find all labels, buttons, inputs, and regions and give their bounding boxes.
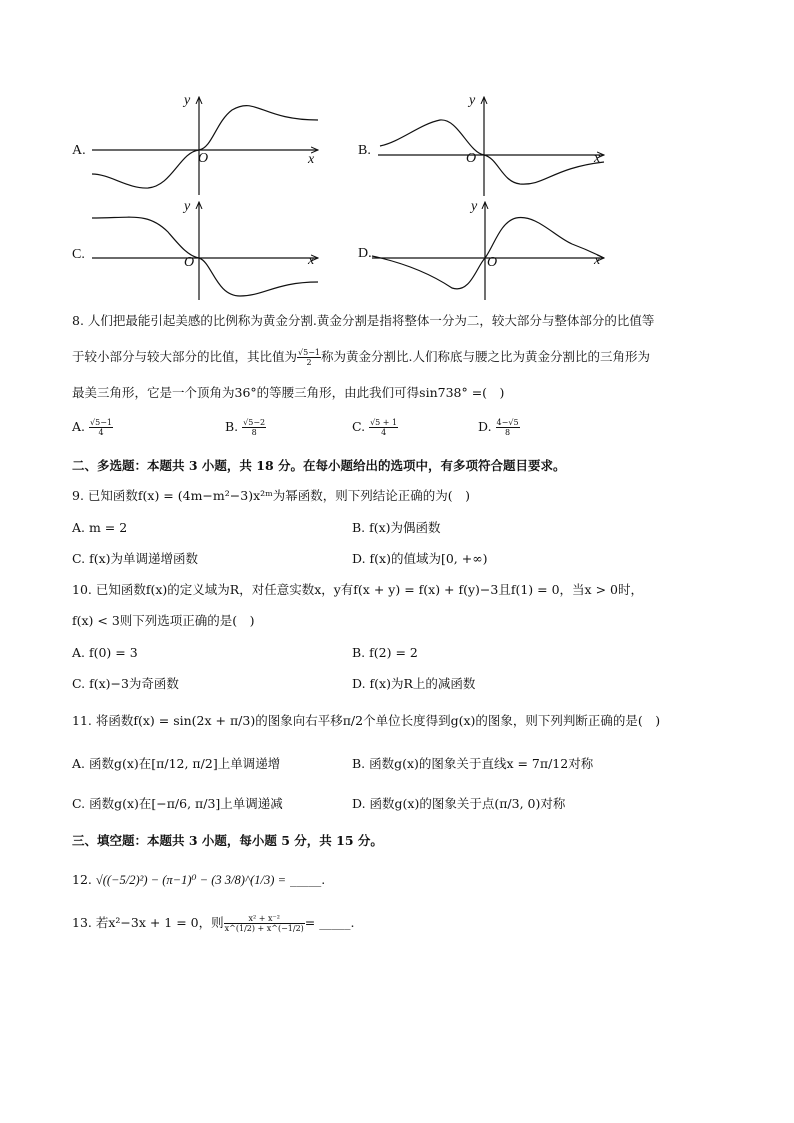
graph-c	[92, 202, 318, 300]
graph-a-origin: O	[198, 151, 209, 166]
q12-expression: √((−5/2)²) − (π−1)⁰ − (3 3/8)^(1/3) =	[95, 873, 286, 887]
q10-option-d[interactable]: D. f(x)为R上的减函数	[352, 676, 476, 691]
q8-option-b[interactable]	[225, 418, 266, 437]
q8-line2-start: 于较小部分与较大部分的比值，其比值为	[72, 349, 298, 364]
graph-c-label: C.	[72, 247, 85, 262]
graph-d-y-label: y	[471, 199, 478, 214]
q8-option-a[interactable]	[72, 418, 113, 437]
q10-line1: 10. 已知函数f(x)的定义域为R，对任意实数x，y有f(x + y) = f(x) + f(y)−3且f(1) = 0，当x > 0时，	[72, 582, 643, 597]
q10-option-b[interactable]: B. f(2) = 2	[352, 645, 418, 660]
frac-num: √5−1	[298, 348, 320, 357]
graph-d-label: D.	[358, 246, 372, 261]
graph-b-x-label: x	[594, 151, 601, 166]
graph-a	[92, 97, 318, 195]
q8-option-d[interactable]	[478, 418, 520, 437]
q9-stem: 9. 已知函数f(x) = (4m−m²−3)x²ᵐ为幂函数，则下列结论正确的为( )	[72, 488, 471, 503]
q9-option-a[interactable]: A. m = 2	[72, 520, 128, 535]
q9-option-b[interactable]: B. f(x)为偶函数	[352, 520, 441, 535]
graph-b	[378, 97, 604, 196]
q13-answer-blank[interactable]: = _____.	[304, 915, 355, 930]
q13	[72, 914, 354, 933]
q11-option-a[interactable]: A. 函数g(x)在[π/12, π/2]上单调递增	[72, 756, 281, 771]
q11-option-b[interactable]: B. 函数g(x)的图象关于直线x = 7π/12对称	[352, 756, 594, 771]
q8-line2	[72, 348, 650, 367]
graph-c-y-label: y	[184, 199, 191, 214]
graph-b-origin: O	[466, 151, 477, 166]
frac-den: 2	[306, 358, 312, 367]
q11-option-c[interactable]: C. 函数g(x)在[−π/6, π/3]上单调递减	[72, 796, 283, 811]
option-den: 4	[381, 428, 387, 437]
q8-line3: 最美三角形，它是一个顶角为36°的等腰三角形，由此我们可得sin738° =( )	[72, 385, 505, 400]
option-label: B.	[225, 419, 239, 434]
graph-b-label: B.	[358, 143, 371, 158]
q11-stem: 11. 将函数f(x) = sin(2x + π/3)的图象向右平移π/2个单位长度得到g(x)的图象，则下列判断正确的是( )	[72, 713, 661, 728]
graph-d-origin: O	[487, 255, 498, 270]
q8-line1: 8. 人们把最能引起美感的比例称为黄金分割.黄金分割是指将整体一分为二，较大部分与整体部分的比值等	[72, 313, 655, 328]
q9-option-c[interactable]: C. f(x)为单调递增函数	[72, 551, 198, 566]
graph-c-origin: O	[184, 255, 195, 270]
golden-ratio-fraction	[297, 348, 321, 367]
option-den: 4	[98, 428, 104, 437]
q10-option-a[interactable]: A. f(0) = 3	[72, 645, 138, 660]
graph-a-label: A.	[72, 143, 86, 158]
option-num: √5 + 1	[370, 418, 398, 427]
q12-answer-blank[interactable]: _____.	[289, 872, 326, 887]
option-label: D.	[478, 419, 492, 434]
q10-option-c[interactable]: C. f(x)−3为奇函数	[72, 676, 179, 691]
option-label: C.	[352, 419, 366, 434]
graph-b-y-label: y	[469, 93, 476, 108]
graph-a-y-label: y	[184, 93, 191, 108]
q10-line2: f(x) < 3则下列选项正确的是( )	[72, 613, 255, 628]
q12-label: 12.	[72, 872, 92, 887]
graph-a-x-label: x	[308, 152, 315, 167]
section3-title: 三、填空题：本题共 3 小题，每小题 5 分，共 15 分。	[72, 833, 383, 848]
option-den: 8	[504, 428, 511, 437]
graph-c-x-label: x	[308, 253, 315, 268]
option-num: √5−2	[243, 418, 266, 427]
q8-line2-end: 称为黄金分割比.人们称底与腰之比为黄金分割比的三角形为	[321, 349, 650, 364]
option-label: A.	[72, 419, 86, 434]
section2-title: 二、多选题：本题共 3 小题，共 18 分。在每小题给出的选项中，有多项符合题目要求。	[72, 458, 566, 473]
q12	[72, 872, 325, 888]
graph-d-x-label: x	[594, 253, 601, 268]
graph-figures	[0, 0, 794, 305]
q13-fraction	[224, 914, 305, 933]
q8-option-c[interactable]	[352, 418, 398, 437]
q13-den: x^(1/2) + x^(−1/2)	[224, 924, 304, 933]
option-num: 4−√5	[496, 418, 519, 427]
option-num: √5−1	[90, 418, 112, 427]
q13-prefix: 13. 若x²−3x + 1 = 0，则	[72, 915, 224, 930]
q13-num: x² + x⁻²	[224, 914, 305, 924]
option-den: 8	[251, 428, 257, 437]
q11-option-d[interactable]: D. 函数g(x)的图象关于点(π/3, 0)对称	[352, 796, 566, 811]
graph-d	[372, 202, 604, 300]
q9-option-d[interactable]: D. f(x)的值域为[0, +∞)	[352, 551, 488, 566]
